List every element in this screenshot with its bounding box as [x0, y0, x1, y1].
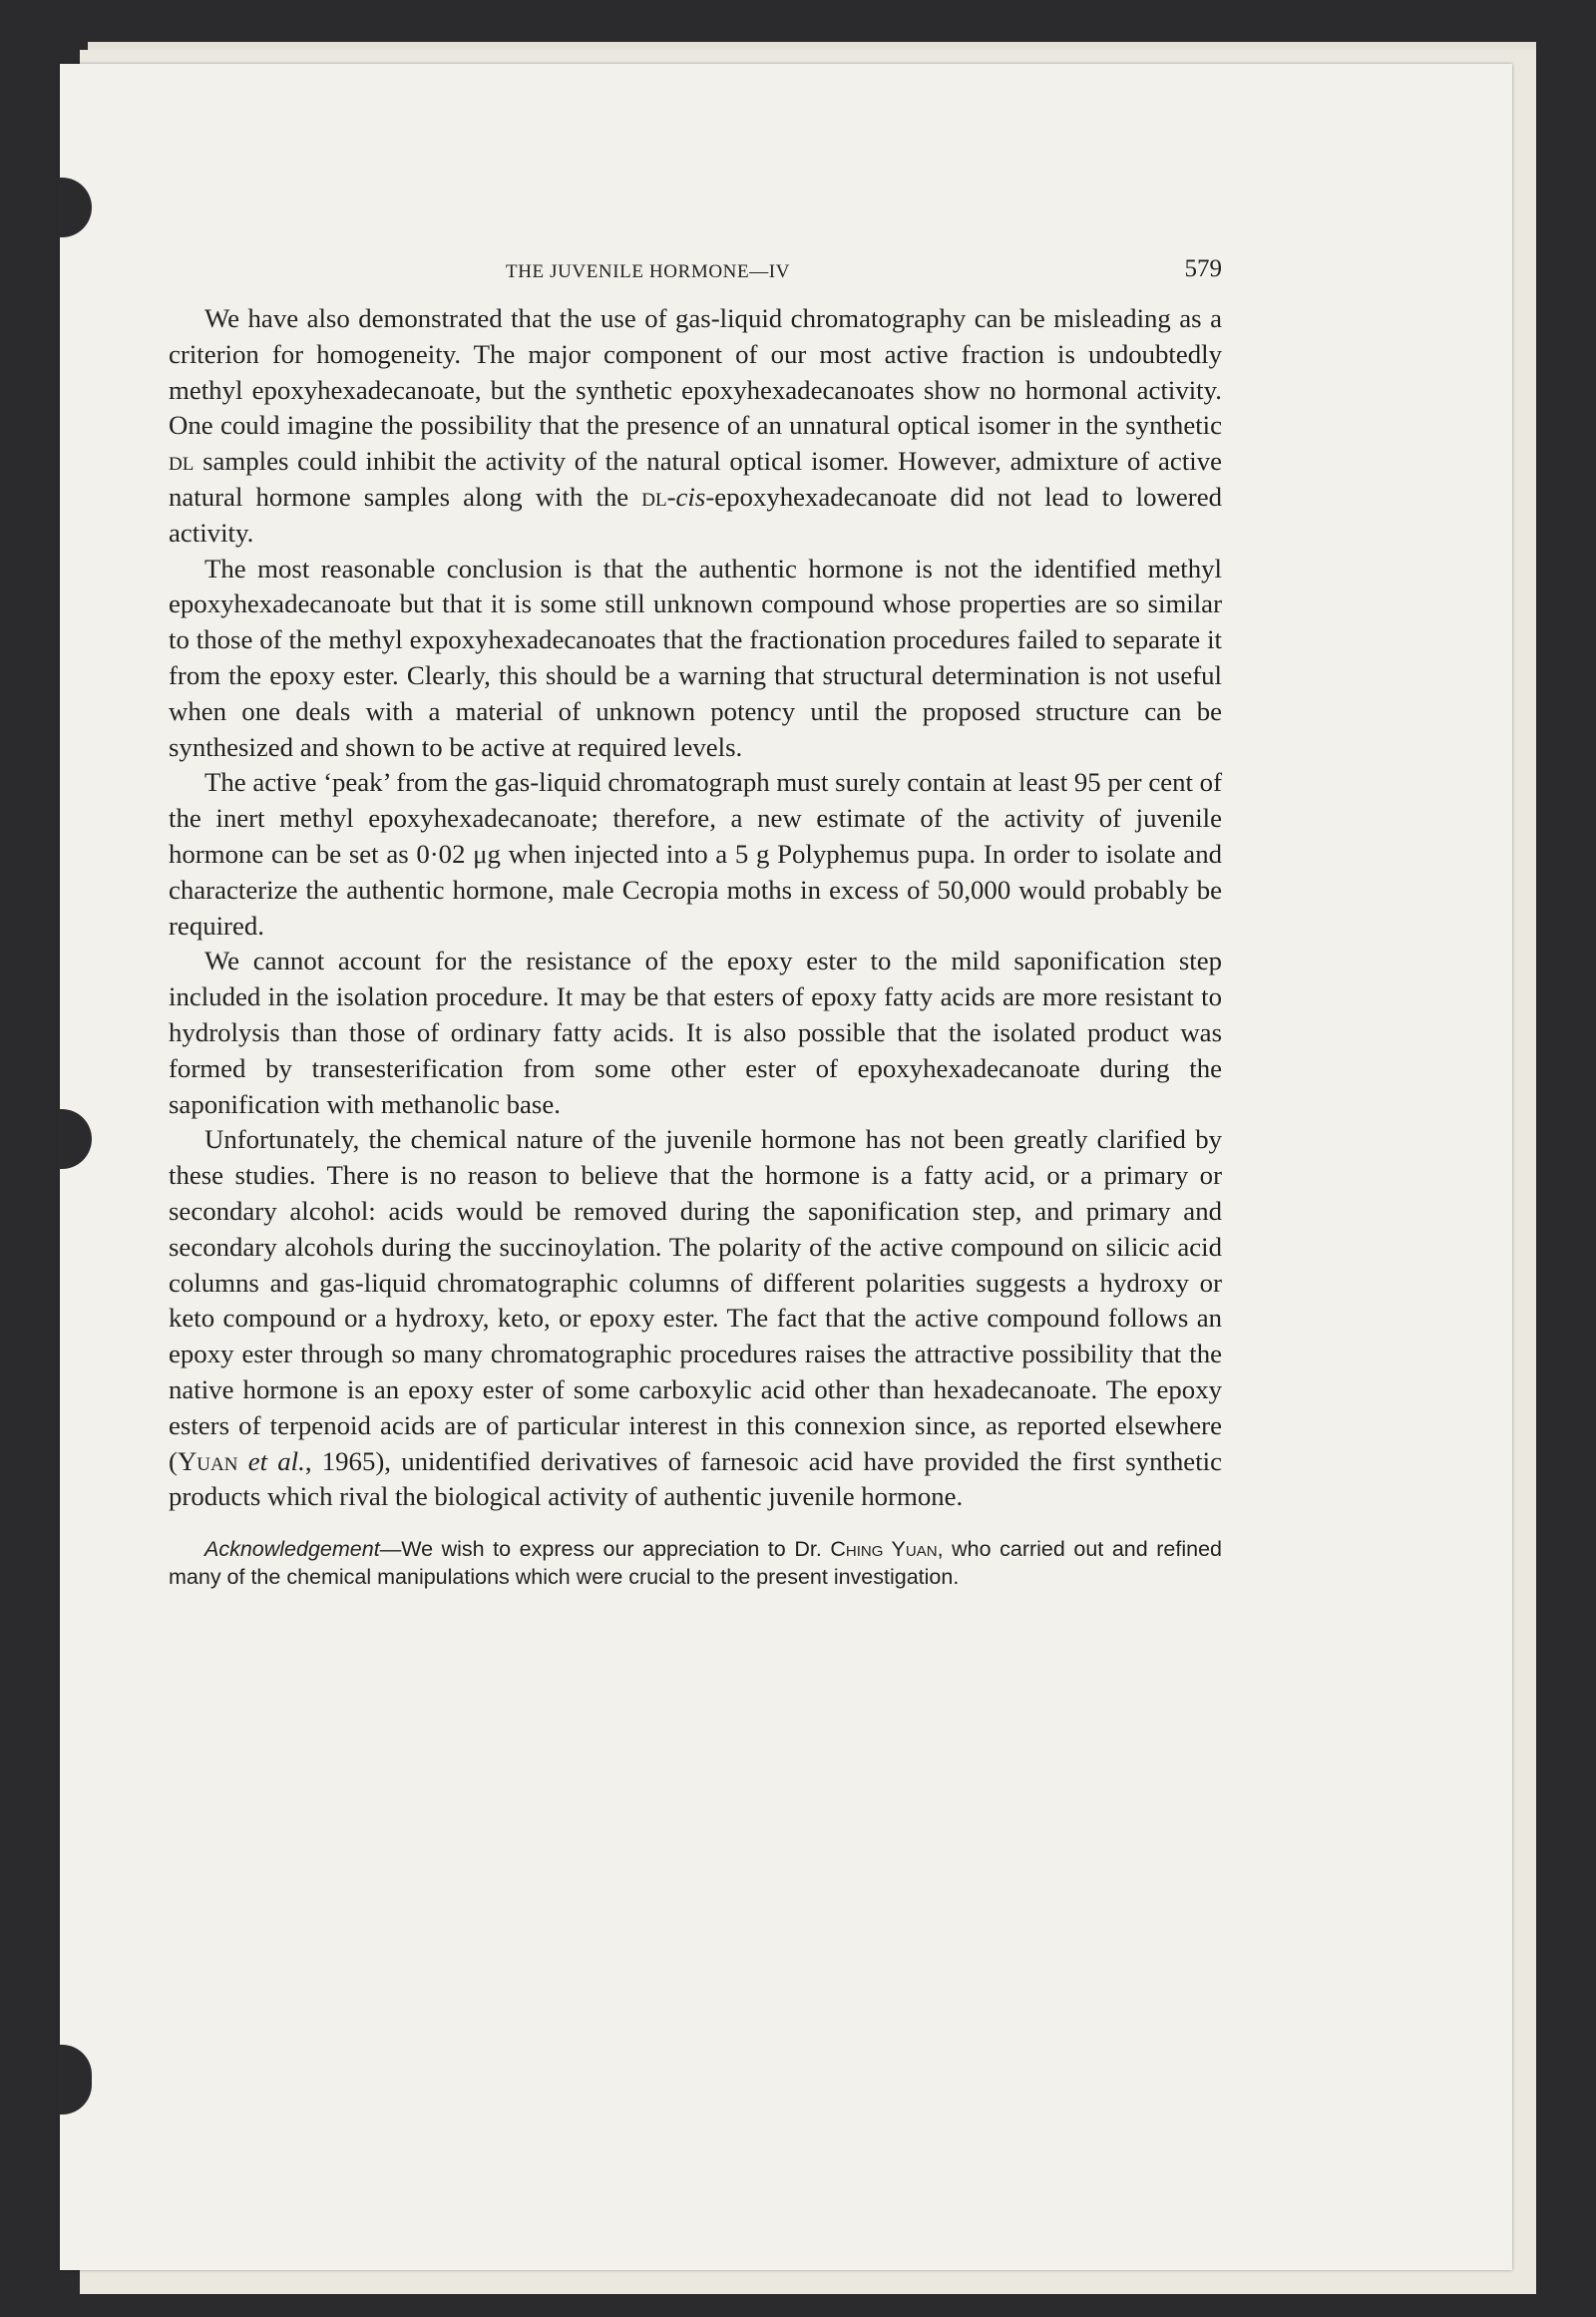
paragraph-1: We have also demonstrated that the use of gas-liquid chromatography can be misleading as a criterion for homogeneity. The major component of our most active fraction is undoubtedly methyl epoxyhexadecanoate, but the synthetic epoxyhexadecanoates show no hormonal activity. One could imagine the possibility that the presence of an unnatural optical isomer in the synthetic dl samples could inhibit the activity of the natural optical isomer. However, admixture of active natural hormone samples along with the dl-cis-epoxyhexadecanoate did not lead to lowered activity.: [169, 303, 1222, 548]
running-header: [169, 255, 1222, 289]
paragraph-5: Unfortunately, the chemical nature of the juvenile hormone has not been greatly clarified by these studies. There is no reason to believe that the hormone is a fatty acid, or a primary or secondary alcohol: acids would be removed during the saponification step, and primary and secondary alcohols during the succinoylation. The polarity of the active compound on silicic acid columns and gas-liquid chromatographic columns of different polarities suggests a hydroxy or keto compound or a hydroxy, keto, or epoxy ester. The fact that the active compound follows an epoxy ester through so many chromatographic procedures raises the attractive possibility that the native hormone is an epoxy ester of some carboxylic acid other than hexadecanoate. The epoxy esters of terpenoid acids are of particular interest in this connexion since, as reported elsewhere (Yuan et al., 1965), unidentified derivatives of farnesoic acid have provided the first synthetic products which rival the biological activity of authentic juvenile hormone.: [169, 1124, 1222, 1512]
acknowledgement-label: Acknowledgement: [204, 1537, 380, 1562]
body-text: [169, 301, 1222, 1515]
paragraph-3: The active ‘peak’ from the gas-liquid chromatograph must surely contain at least 95 per cent of the inert methyl epoxyhexadecanoate; therefore, a new estimate of the activity of juvenile hormone can be set as 0·02 μg when injected into a 5 g Polyphemus pupa. In order to isolate and characterize the authentic hormone, male Cecropia moths in excess of 50,000 would probably be required.: [169, 767, 1222, 941]
paragraph-2: The most reasonable conclusion is that the authentic hormone is not the identified methyl epoxyhexadecanoate but that it is some still unknown compound whose properties are so similar to those of the methyl expoxyhexadecanoates that the fractionation procedures failed to separate it from the epoxy ester. Clearly, this should be a warning that structural determination is not useful when one deals with a material of unknown potency until the proposed structure can be synthesized and shown to be active at required levels.: [169, 553, 1222, 762]
running-title: THE JUVENILE HORMONE—IV: [506, 261, 791, 282]
page-content: [169, 255, 1222, 1613]
page-number: 579: [1184, 255, 1222, 282]
acknowledgement: Acknowledgement—We wish to express our appreciation to Dr. Ching Yuan, who carried out and refined many of the chemical manipulations which were crucial to the present investigation.: [169, 1537, 1223, 1590]
citation-author: Yuan: [177, 1445, 238, 1476]
paragraph-4: We cannot account for the resistance of the epoxy ester to the mild saponification step included in the isolation procedure. It may be that esters of epoxy fatty acids are more resistant to hydrolysis than those of ordinary fatty acids. It is also possible that the isolated product was formed by transesterification from some other ester of epoxyhexadecanoate during the saponification with methanolic base.: [169, 946, 1222, 1119]
